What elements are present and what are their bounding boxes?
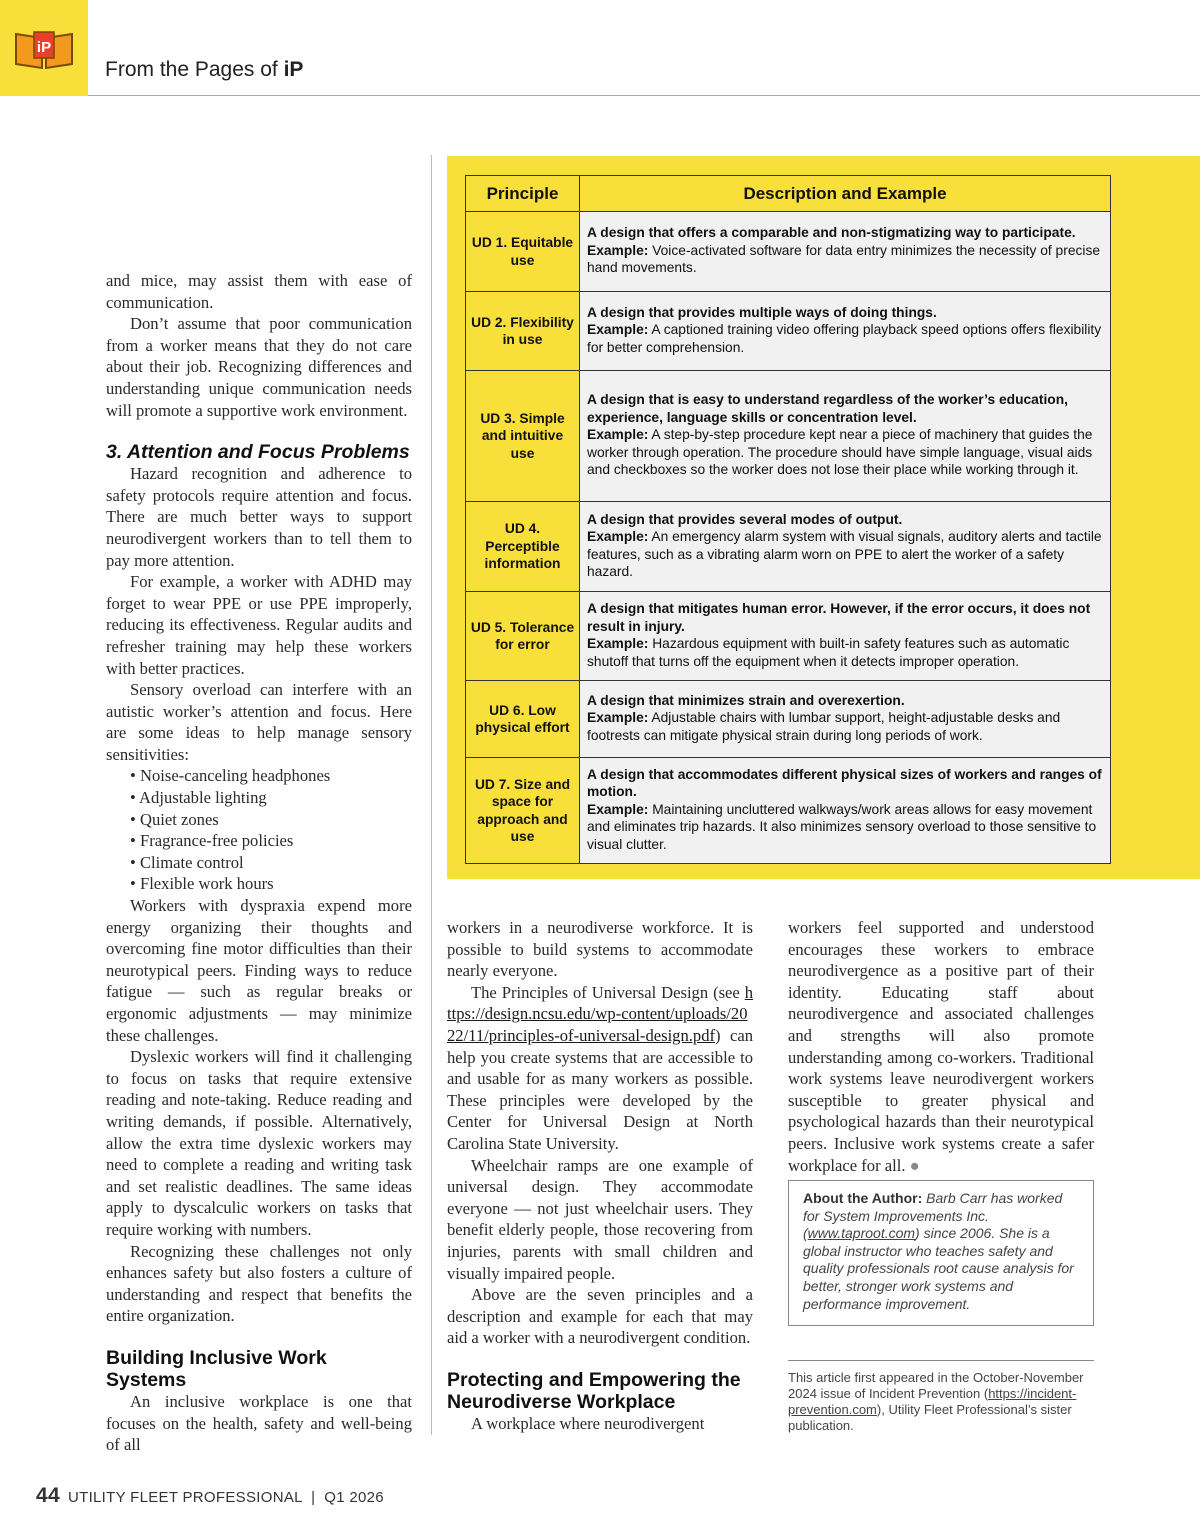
example-body: Maintaining uncluttered walkways/work areas allows for easy movement and eliminates trip hazards. It also minimizes sensory overload to those sensitive to visual clutter.	[587, 801, 1097, 852]
list-item: • Flexible work hours	[130, 873, 412, 895]
description-heading: A design that is easy to understand regardless of the worker’s education, experience, language skills or concentration level.	[587, 392, 1068, 425]
ip-logo-badge	[0, 0, 88, 96]
principle-cell: UD 6. Low physical effort	[466, 681, 580, 758]
paragraph	[788, 917, 1094, 1176]
description-heading: A design that offers a comparable and non-stigmatizing way to participate.	[587, 225, 1076, 241]
example-label: Example:	[587, 710, 649, 726]
table-row	[466, 681, 1111, 758]
text-run: ), Utility Fleet Professional’s sister publication.	[788, 1402, 1072, 1433]
page-footer	[36, 1484, 384, 1508]
example-text	[587, 635, 1104, 670]
description-heading: A design that mitigates human error. However, if the error occurs, it does not result in injury.	[587, 601, 1091, 634]
paragraph: and mice, may assist them with ease of communication.	[106, 271, 412, 312]
description-heading: A design that accommodates different physical sizes of workers and ranges of motion.	[587, 766, 1102, 800]
table-row	[466, 292, 1111, 371]
source-link[interactable]: https://incident-prevention.com	[788, 1386, 1077, 1417]
header-brand: iP	[283, 58, 304, 81]
principles-link[interactable]: https://design.ncsu.edu/wp-content/uploads/2022/11/principles-of-universal-design.pdf	[447, 982, 753, 1045]
section-heading: Protecting and Empowering the Neurodiverse Workplace	[447, 1368, 741, 1413]
table-row	[466, 502, 1111, 592]
description-cell	[580, 212, 1111, 292]
list-item: • Climate control	[130, 852, 412, 874]
list-item: • Fragrance-free policies	[130, 830, 412, 852]
example-body: An emergency alarm system with visual signals, auditory alerts and tactile features, such as a vibrating alarm worn on PPE to alert the worker of a safety hazard.	[587, 529, 1102, 579]
example-label: Example:	[587, 801, 649, 817]
author-label: About the Author:	[803, 1190, 923, 1206]
list-item: • Noise-canceling headphones	[130, 765, 412, 787]
description-cell	[580, 502, 1111, 592]
paragraph: Hazard recognition and adherence to safety protocols require attention and focus. There are much better ways to support neurodivergent workers than to tell them to pay more attention.	[106, 464, 412, 570]
column-2	[447, 917, 753, 1434]
paragraph: Wheelchair ramps are one example of universal design. They accommodate everyone — not just wheelchair users. They benefit elderly people, those recovering from injuries, parents with small children and visually impaired people.	[447, 1155, 753, 1283]
example-label: Example:	[587, 322, 649, 338]
paragraph: A workplace where neurodivergent	[471, 1413, 705, 1433]
publication-line: UTILITY FLEET PROFESSIONAL | Q1 2026	[67, 1489, 384, 1506]
section-heading: 3. Attention and Focus Problems	[106, 441, 410, 464]
table-row	[466, 758, 1111, 864]
header-divider	[88, 95, 1200, 96]
page-number: 44	[36, 1484, 60, 1507]
example-body: Hazardous equipment with built-in safety features such as automatic shutoff that turns off the equipment when it detects improper operation.	[587, 636, 1070, 669]
table-row	[466, 212, 1111, 292]
description-heading: A design that minimizes strain and overexertion.	[587, 692, 905, 708]
example-text	[587, 321, 1104, 356]
paragraph: workers in a neurodiverse workforce. It is possible to build systems to accommodate nearly everyone.	[447, 918, 753, 981]
example-body: Voice-activated software for data entry minimizes the necessity of precise hand movements.	[587, 242, 1101, 276]
text-run: The Principles of Universal Design (see	[471, 982, 745, 1002]
section-heading: Building Inclusive Work Systems	[106, 1346, 327, 1391]
description-cell	[580, 758, 1111, 864]
text-run: ) can help you create systems that are accessible to and usable for as many workers as possible. These principles were developed by the Center for Universal Design at North Carolina State University.	[447, 1025, 753, 1153]
paragraph: An inclusive workplace is one that focuses on the health, safety and well-being of all	[106, 1391, 412, 1455]
column-divider	[431, 155, 432, 1435]
example-text	[587, 426, 1104, 479]
example-body: A captioned training video offering playback speed options offers flexibility for better comprehension.	[587, 322, 1102, 355]
description-heading: A design that provides several modes of output.	[587, 511, 903, 527]
paragraph: For example, a worker with ADHD may forget to wear PPE or use PPE improperly, reducing its effectiveness. Regular audits and refresher training may help these workers with better practices.	[106, 572, 412, 678]
text-run: Barb Carr has worked for System Improvements Inc. (	[803, 1190, 1063, 1242]
paragraph	[447, 982, 753, 1155]
table-row	[466, 592, 1111, 681]
principle-cell: UD 3. Simple and intuitive use	[466, 371, 580, 502]
example-text	[587, 242, 1104, 277]
example-text	[587, 528, 1104, 581]
principles-table	[465, 175, 1111, 864]
text-run: workers feel supported and understood encourages these workers to embrace neurodivergence as a positive part of their identity. Educating staff about neurodivergence and associated challenges and strengths will also promote understanding among co-workers. Traditional work systems leave neurodivergent workers susceptible to greater physical and psychological hazards than their neurotypical peers. Inclusive work systems create a safer workplace for all.	[788, 918, 1094, 1175]
list-item: • Quiet zones	[130, 809, 412, 831]
bullet-list	[106, 765, 412, 895]
principle-cell: UD 1. Equitable use	[466, 212, 580, 292]
principle-cell: UD 7. Size and space for approach and use	[466, 758, 580, 864]
description-cell	[580, 292, 1111, 371]
example-body: Adjustable chairs with lumbar support, height-adjustable desks and footrests can mitigate physical strain during long periods of work.	[587, 710, 1061, 743]
section-header	[105, 58, 303, 82]
note-divider	[788, 1360, 1094, 1361]
paragraph: Don’t assume that poor communication from a worker means that they do not care about their job. Recognizing differences and understanding unique communication needs will promote a supportive work environment.	[106, 314, 412, 420]
source-note	[788, 1370, 1094, 1434]
end-mark-icon: ●	[909, 1155, 920, 1175]
column-1	[106, 270, 412, 1456]
text-run: This article first appeared in the October-November 2024 issue of Incident Prevention (	[788, 1370, 1084, 1401]
table-header-row	[466, 176, 1111, 212]
column-header: Description and Example	[580, 176, 1111, 212]
open-book-icon	[12, 26, 76, 72]
paragraph: Workers with dyspraxia expend more energy organizing their thoughts and overcoming fine motor difficulties than their neurotypical peers. Finding ways to reduce fatigue — such as regular breaks or ergonomic adjustments — may minimize these challenges.	[106, 896, 412, 1045]
text-run: ) since 2006. She is a global instructor who teaches safety and quality professionals root cause analysis for better, stronger work systems and performance improvement.	[803, 1225, 1074, 1312]
header-prefix: From the Pages of	[105, 58, 284, 81]
paragraph: Sensory overload can interfere with an autistic worker’s attention and focus. Here are some ideas to help manage sensory sensitivities:	[106, 680, 412, 764]
paragraph: Above are the seven principles and a description and example for each that may aid a worker with a neurodivergent condition.	[447, 1285, 753, 1348]
example-text	[587, 801, 1104, 854]
description-cell	[580, 681, 1111, 758]
list-item: • Adjustable lighting	[130, 787, 412, 809]
example-text	[587, 709, 1104, 744]
example-body: A step-by-step procedure kept near a piece of machinery that guides the worker through operation. The procedure should have simple language, visual aids and checkboxes so the worker does not lose their place while working through it.	[587, 427, 1093, 478]
example-label: Example:	[587, 636, 649, 651]
description-cell	[580, 592, 1111, 681]
description-cell	[580, 371, 1111, 502]
example-label: Example:	[587, 529, 649, 544]
column-3	[788, 917, 1094, 1176]
column-header: Principle	[466, 176, 580, 212]
paragraph: Recognizing these challenges not only enhances safety but also fosters a culture of understanding and respect that benefits the entire organization.	[106, 1241, 412, 1326]
author-link[interactable]: www.taproot.com	[807, 1225, 916, 1242]
paragraph: Dyslexic workers will find it challenging to focus on tasks that require extensive reading and note-taking. Reduce reading and writing demands, if possible. Alternatively, allow the extra time dyslexic workers may need to complete a reading and writing task and set realistic deadlines. The same ideas apply to dyscalculic workers on tasks that require working with numbers.	[106, 1047, 412, 1239]
example-label: Example:	[587, 427, 649, 443]
description-heading: A design that provides multiple ways of doing things.	[587, 304, 937, 320]
principle-cell: UD 4. Perceptible information	[466, 502, 580, 592]
principle-cell: UD 5. Tolerance for error	[466, 592, 580, 681]
principle-cell: UD 2. Flexibility in use	[466, 292, 580, 371]
example-label: Example:	[587, 242, 649, 258]
logo-text: iP	[36, 39, 52, 56]
author-box	[788, 1180, 1094, 1326]
table-row	[466, 371, 1111, 502]
